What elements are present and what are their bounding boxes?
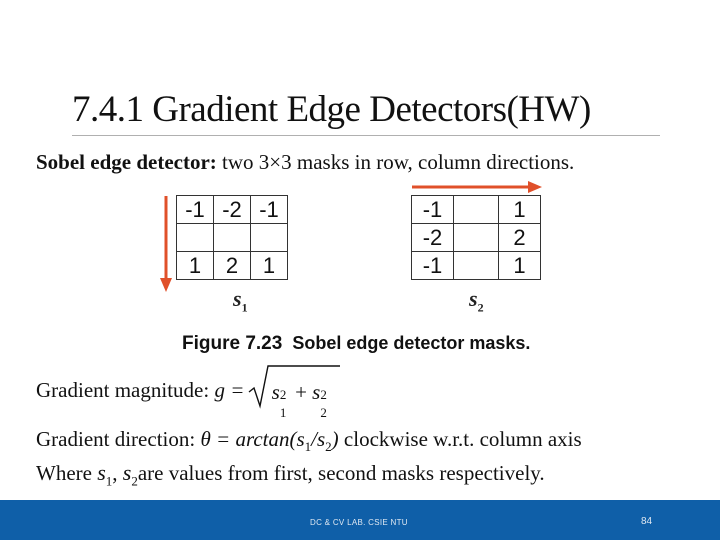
term2-sup: 2: [320, 386, 327, 402]
sobel-mask-row: [176, 195, 288, 280]
direction-suffix: clockwise w.r.t. column axis: [338, 427, 582, 451]
gradient-direction-line: [36, 427, 582, 455]
mask-cell: 2: [499, 224, 541, 252]
mask-row: [412, 196, 541, 224]
footer-lab-text: DC & CV LAB. CSIE NTU: [310, 518, 408, 527]
mask2-label-sub: 2: [477, 300, 484, 315]
mask-cell: 1: [499, 252, 541, 280]
title-divider: [72, 135, 660, 136]
figure-caption: [182, 333, 530, 355]
mask-cell: [454, 196, 499, 224]
direction-formula-close: ): [331, 427, 339, 451]
slide-title: 7.4.1 Gradient Edge Detectors(HW): [72, 89, 591, 130]
mask-cell: 1: [177, 252, 214, 280]
mask2-label: [469, 286, 484, 315]
magnitude-lhs: g =: [214, 378, 245, 402]
mask-row: [177, 252, 288, 280]
mask-cell: -2: [412, 224, 454, 252]
where-s1-sub: 1: [105, 473, 113, 489]
mask-cell: [214, 224, 251, 252]
term2-s: s: [312, 379, 321, 404]
mask-row: [412, 252, 541, 280]
direction-sub2: 2: [325, 439, 332, 455]
figure-number: Figure 7.23: [182, 333, 283, 354]
mask-cell: 1: [499, 196, 541, 224]
direction-formula: [200, 427, 339, 455]
direction-sub1: 1: [304, 439, 312, 455]
mask-cell: -1: [412, 196, 454, 224]
direction-formula-mid: /s: [311, 427, 326, 451]
where-s2-sub: 2: [131, 473, 138, 489]
where-prefix: Where: [36, 461, 98, 485]
intro-bold-text: Sobel edge detector:: [36, 150, 217, 174]
mask-row: [177, 224, 288, 252]
mask1-label: [233, 286, 248, 315]
page-number: 84: [641, 516, 653, 527]
mask-cell: 1: [251, 252, 288, 280]
term1-sub: 1: [279, 404, 287, 420]
mask-cell: -1: [412, 252, 454, 280]
where-suffix: are values from first, second masks respectively.: [137, 461, 545, 485]
gradient-magnitude-line: [36, 378, 330, 420]
mask-cell: [177, 224, 214, 252]
mask-row: [177, 196, 288, 224]
direction-prefix: Gradient direction:: [36, 427, 201, 451]
mask2-label-s: s: [469, 286, 478, 311]
mask-cell: [454, 252, 499, 280]
term2-sub: 2: [320, 404, 327, 420]
where-comma: ,: [112, 461, 123, 485]
plus-sign: +: [295, 379, 307, 404]
mask-cell: -2: [214, 196, 251, 224]
mask-cell: [251, 224, 288, 252]
figure-caption-text: Sobel edge detector masks.: [292, 333, 531, 353]
mask-cell: 2: [214, 252, 251, 280]
where-s1-base: s: [97, 460, 106, 485]
mask1-label-sub: 1: [241, 300, 248, 315]
where-s2: [122, 460, 138, 489]
where-line: [36, 460, 545, 489]
mask-cell: -1: [177, 196, 214, 224]
down-arrow-icon: [160, 196, 172, 292]
sobel-mask-column: [411, 195, 541, 280]
mask-row: [412, 224, 541, 252]
mask-cell: -1: [251, 196, 288, 224]
sqrt-expression: [250, 379, 331, 420]
where-s2-base: s: [122, 460, 132, 485]
right-arrow-icon: [412, 181, 542, 193]
magnitude-prefix: Gradient magnitude:: [36, 378, 215, 402]
mask-cell: [454, 224, 499, 252]
intro-line: [36, 150, 574, 175]
intro-rest-text: two 3×3 masks in row, column directions.: [216, 150, 575, 174]
mask1-label-s: s: [233, 286, 242, 311]
where-s1: [97, 460, 113, 489]
direction-formula-start: θ = arctan(s: [200, 427, 305, 451]
term1-s: s: [271, 379, 280, 404]
term1-sup: 2: [279, 386, 287, 402]
